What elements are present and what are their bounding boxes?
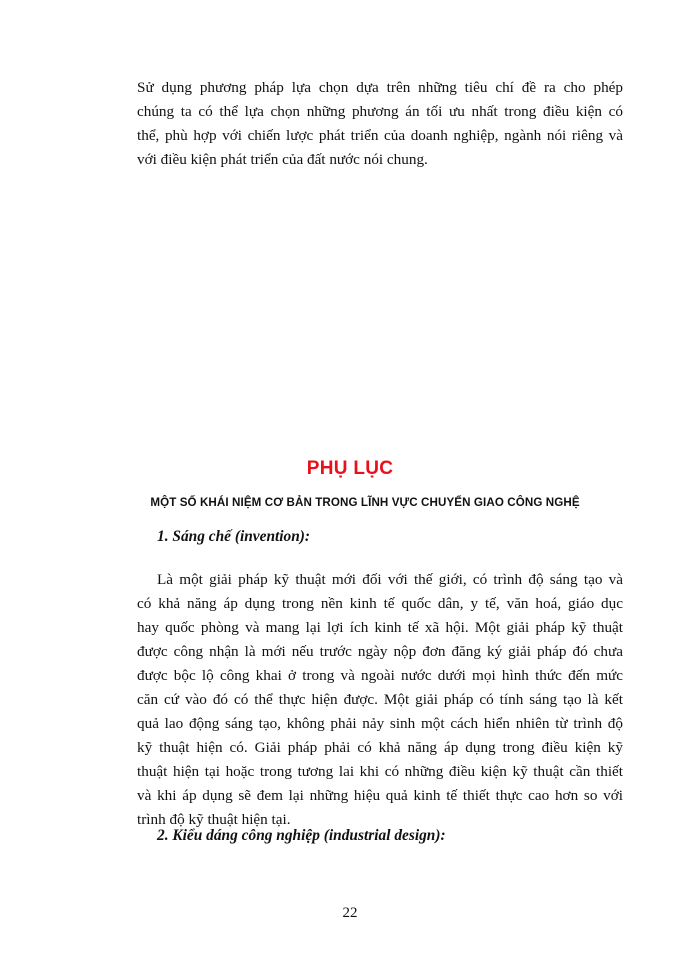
body-line: thuật hiện tại hoặc trong tương lai khi có những điều kiện kỹ thuật cần thiết bbox=[137, 763, 623, 780]
intro-paragraph bbox=[137, 76, 623, 172]
body-line: hay quốc phòng và mang lại lợi ích kinh tế xã hội. Một giải pháp kỹ thuật bbox=[137, 619, 623, 636]
body-line: trình độ kỹ thuật hiện tại. bbox=[137, 811, 291, 828]
intro-line: với điều kiện phát triển của đất nước nói chung. bbox=[137, 151, 428, 168]
body-line: được bộc lộ công khai ở trong và ngoài nước dưới mọi hình thức đến mức bbox=[137, 667, 623, 684]
body-line: căn cứ vào đó có thể thực hiện được. Một giải pháp có tính sáng tạo là kết bbox=[137, 691, 623, 708]
intro-line: thể, phù hợp với chiến lược phát triển của doanh nghiệp, ngành nói riêng và bbox=[137, 127, 623, 144]
page-number: 22 bbox=[342, 905, 358, 921]
body-line: Là một giải pháp kỹ thuật mới đối với thế giới, có trình độ sáng tạo và bbox=[157, 571, 623, 588]
appendix-subtitle: MỘT SỐ KHÁI NIỆM CƠ BẢN TRONG LĨNH VỰC CHUYỂN GIAO CÔNG NGHỆ bbox=[150, 496, 580, 509]
intro-line: chúng ta có thể lựa chọn những phương án tối ưu nhất trong điều kiện có bbox=[137, 103, 623, 120]
appendix-title: PHỤ LỤC bbox=[306, 458, 394, 479]
body-line: kỹ thuật hiện có. Giải pháp phải có khả năng áp dụng trong điều kiện kỹ bbox=[137, 739, 623, 756]
body-line: được công nhận là mới nếu trước ngày nộp đơn đăng ký giải pháp đó chưa bbox=[137, 643, 623, 660]
invention-paragraph bbox=[137, 568, 623, 832]
body-line: và khi áp dụng sẽ đem lại những hiệu quả kinh tế thiết thực cao hơn so với bbox=[137, 787, 623, 804]
body-line: quả lao động sáng tạo, không phải nảy sinh một cách hiển nhiên từ trình độ bbox=[137, 715, 623, 732]
intro-line: Sử dụng phương pháp lựa chọn dựa trên những tiêu chí đề ra cho phép bbox=[137, 79, 623, 96]
body-line: có khả năng áp dụng trong nền kinh tế quốc dân, y tế, văn hoá, giáo dục bbox=[137, 595, 623, 612]
section-heading-invention: 1. Sáng chế (invention): bbox=[157, 528, 311, 545]
section-heading-industrial-design: 2. Kiểu dáng công nghiệp (industrial design): bbox=[157, 827, 446, 844]
